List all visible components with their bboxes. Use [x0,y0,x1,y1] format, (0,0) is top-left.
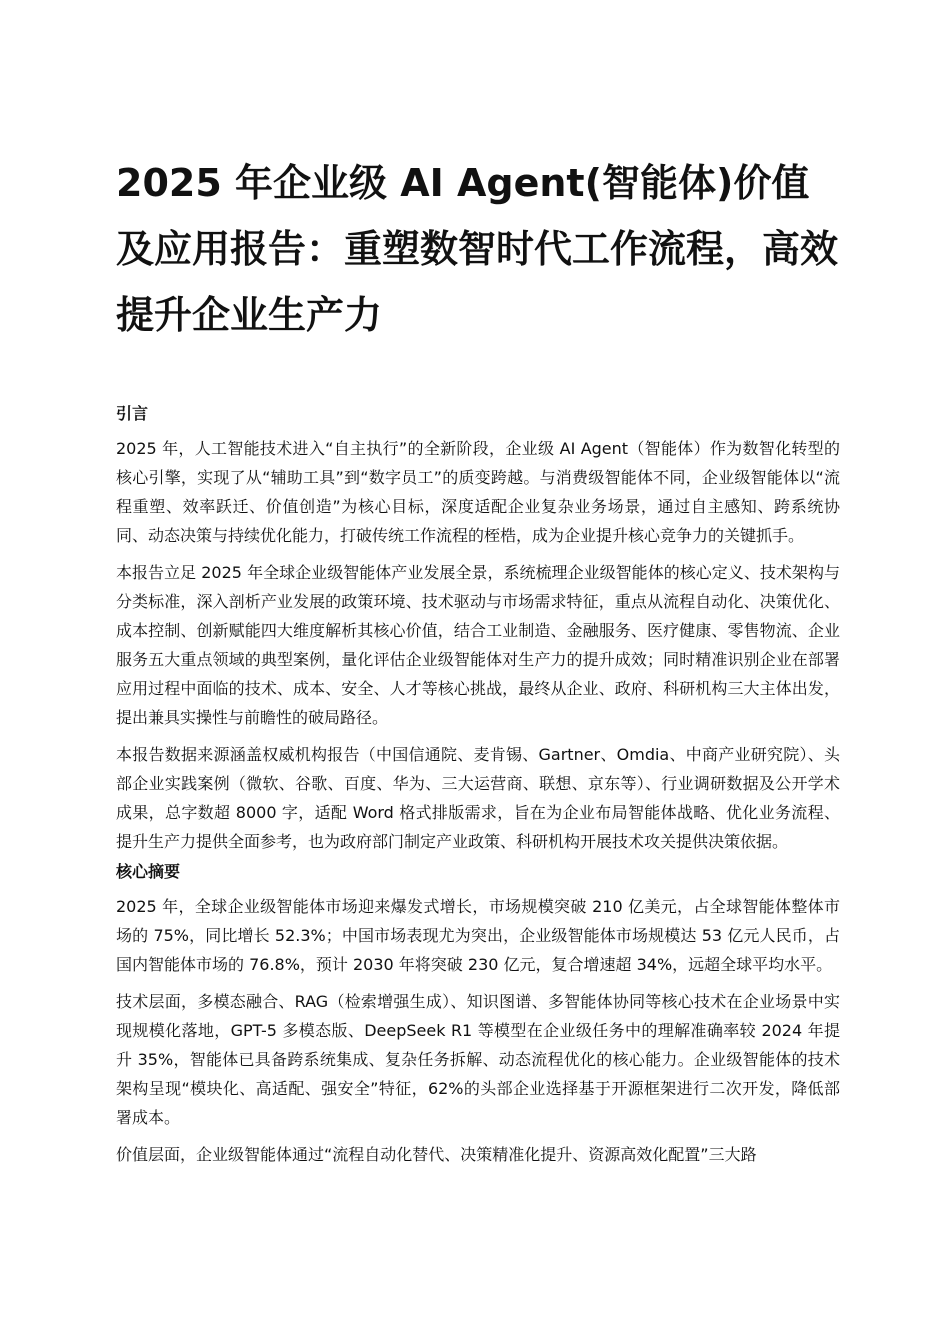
section-heading-introduction: 引言 [116,404,149,423]
intro-paragraph-1: 2025 年，人工智能技术进入“自主执行”的全新阶段，企业级 AI Agent（智能体）作为数智化转型的核心引擎，实现了从“辅助工具”到“数字员工”的质变跨越。与消费级智能体不同，企业级智能体以“流程重塑、效率跃迁、价值创造”为核心目标，深度适配企业复杂业务场景，通过自主感知、跨系统协同、动态决策与持续优化能力，打破传统工作流程的桎梏，成为企业提升核心竞争力的关键抓手。 [116,439,840,545]
intro-paragraph-3: 本报告数据来源涵盖权威机构报告（中国信通院、麦肯锡、Gartner、Omdia、中商产业研究院）、头部企业实践案例（微软、谷歌、百度、华为、三大运营商、联想、京东等）、行业调研数据及公开学术成果，总字数超 8000 字，适配 Word 格式排版需求，旨在为企业布局智能体战略、优化业务流程、提升生产力提供全面参考，也为政府部门制定产业政策、科研机构开展技术攻关提供决策依据。 [116,745,840,851]
document-title: 2025 年企业级 AI Agent(智能体)价值及应用报告：重塑数智时代工作流程，高效提升企业生产力 [116,161,839,337]
intro-paragraph-2: 本报告立足 2025 年全球企业级智能体产业发展全景，系统梳理企业级智能体的核心定义、技术架构与分类标准，深入剖析产业发展的政策环境、技术驱动与市场需求特征，重点从流程自动化、决策优化、成本控制、创新赋能四大维度解析其核心价值，结合工业制造、金融服务、医疗健康、零售物流、企业服务五大重点领域的典型案例，量化评估企业级智能体对生产力的提升成效；同时精准识别企业在部署应用过程中面临的技术、成本、安全、人才等核心挑战，最终从企业、政府、科研机构三大主体出发，提出兼具实操性与前瞻性的破局路径。 [116,563,840,727]
summary-paragraph-2: 技术层面，多模态融合、RAG（检索增强生成）、知识图谱、多智能体协同等核心技术在企业场景中实现规模化落地，GPT-5 多模态版、DeepSeek R1 等模型在企业级任务中的理解准确率较 2024 年提升 35%，智能体已具备跨系统集成、复杂任务拆解、动态流程优化的核心能力。企业级智能体的技术架构呈现“模块化、高适配、强安全”特征，62%的头部企业选择基于开源框架进行二次开发，降低部署成本。 [116,992,840,1127]
section-heading-core-summary: 核心摘要 [116,862,181,881]
summary-paragraph-1: 2025 年，全球企业级智能体市场迎来爆发式增长，市场规模突破 210 亿美元，占全球智能体整体市场的 75%，同比增长 52.3%；中国市场表现尤为突出，企业级智能体市场规模达 53 亿元人民币，占国内智能体市场的 76.8%，预计 2030 年将突破 230 亿元，复合增速超 34%，远超全球平均水平。 [116,897,840,974]
summary-paragraph-3: 价值层面，企业级智能体通过“流程自动化替代、决策精准化提升、资源高效化配置”三大路 [116,1145,757,1164]
document-page [116,150,840,1169]
